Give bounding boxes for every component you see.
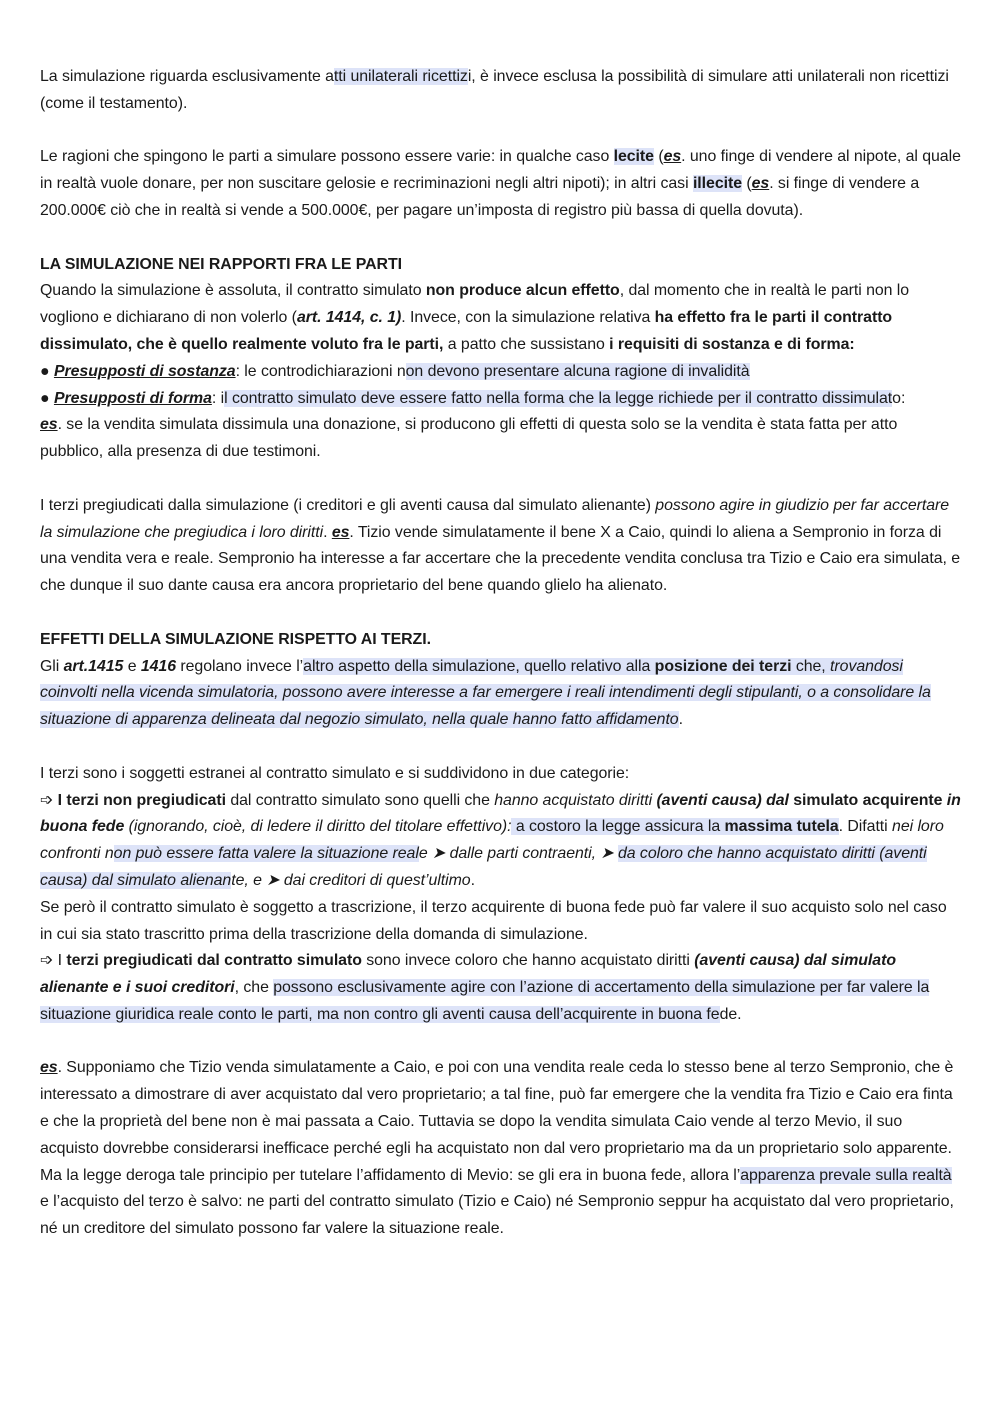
arrow-right-icon: ➩ [40,952,54,970]
text-run: Gli [40,657,64,675]
italic-text: nei loro confronti n [40,818,944,863]
paragraph-terzi-non-pregiudicati [40,788,962,895]
paragraph-ragioni [40,144,962,224]
text-run: : i [211,389,225,407]
heading-rapporti-fra-parti [40,252,962,279]
text-run: o: [892,389,906,407]
bold-text: i requisiti di sostanza e di forma: [609,335,855,353]
text-run: sono invece coloro che hanno acquistato diritti [361,952,695,970]
bullet-presupposti-sostanza [40,359,962,386]
paragraph-esempio-mevio [40,1055,962,1243]
italic-text: e ➤ dalle parti contraenti, ➤ [418,845,618,863]
text-run: I terzi sono i soggetti estranei al contratto simulato e si suddividono in due categorie: [40,764,630,782]
section-heading: EFFETTI DELLA SIMULAZIONE RISPETTO AI TERZI. [40,630,431,648]
text-run: i, è invece esclusa la possibilità di simulare atti unilaterali non ricettizi (come il testamento). [40,68,949,112]
highlighted-text: on devono presentare alcuna ragione di invalidità [405,362,750,380]
example-marker: es [40,416,58,434]
example-marker: es [663,148,682,166]
paragraph-simulazione-assoluta [40,278,962,358]
term-lecite: lecite [613,148,654,166]
highlighted-text: l contratto simulato deve essere fatto nella forma che la legge richiede per il contratto dissimulat [224,389,893,407]
text-run: dal contratto simulato sono quelli che [225,791,495,809]
highlighted-text: tti unilaterali ricettiz [333,68,468,85]
text-run: ( [653,148,664,166]
example-marker: es [751,175,770,193]
highlighted-italic-text: on può essere fatta valere la situazione real [113,845,419,863]
text-run: Se però il contratto simulato è soggetto a trascrizione, il terzo acquirente di buona fede può far valere il suo acquisto solo nel caso in cui sia stato trascritto prima della trascrizione della domanda di simulazione. [40,898,947,943]
highlighted-text: che, [791,657,831,675]
text-run: I [53,952,67,970]
text-run: : le controdichiarazioni n [235,362,406,380]
text-run: . [470,871,475,889]
paragraph-atti-unilaterali [40,64,962,118]
paragraph-terzi-pregiudicati-contratto [40,948,962,1028]
term-illecite: illecite [692,175,743,193]
bold-text: non produce alcun effetto [425,282,620,300]
bold-text: I terzi non pregiudicati [53,791,226,809]
text-run: de. [719,1005,742,1023]
bold-italic-text: in buona fede [40,791,961,836]
bullet-label: Presupposti di sostanza [53,362,236,380]
paragraph-esempio-donazione [40,412,962,466]
text-run: . Tizio vende simulatamente il bene X a Caio, quindi lo aliena a Sempronio in forza di una vendita vera e reale. Sempronio ha interesse a far accertare che la precedente vendita conclusa tra Tizio e Caio era simulata, e che dunque il suo dante causa era ancora proprietario del bene quando glielo ha alienato. [40,523,960,595]
text-run: . Invece, con la simulazione relativa [401,309,655,327]
text-run: . si finge di vendere a 200.000€ ciò che in realtà si vende a 500.000€, per pagare un’imposta di registro più bassa di quella dovuta). [40,175,920,219]
highlighted-italic-text: da coloro che hanno acquistato diritti (aventi causa) dal simulato alienan [40,845,927,889]
paragraph-art-1415 [40,654,962,734]
text-run: . Difatti [838,818,893,836]
italic-text: hanno acquistato diritti [494,791,657,809]
text-run: e [123,657,141,675]
paragraph-terzi-pregiudicati [40,493,962,600]
italic-text: (ignorando, cioè, di ledere il diritto del titolare effettivo): [124,818,512,836]
text-run: e l’acquisto del terzo è salvo: ne parti del contratto simulato (Tizio e Caio) né Sempronio seppur ha acquistato dal vero proprietario, né un creditore del simulato possono far valere la situazione reale. [40,1193,954,1238]
text-run: . Supponiamo che Tizio venda simulatamente a Caio, e poi con una vendita reale ceda lo stesso bene al terzo Sempronio, che è interessato a dimostrare di aver acquistato dal vero proprietario; a tal fine, può far emergere che la vendita fra Tizio e Caio era finta e che la proprietà del bene non è mai passata a Caio. Tuttavia se dopo la vendita simulata Caio vende al terzo Mevio, il suo acquisto dovrebbe considerarsi inefficace perché egli ha acquistato non dal vero proprietario ma da un proprietario solo apparente. Ma la legge deroga tale principio per tutelare l’affidamento di Mevio: se gli era in buona fede, allora l’ [40,1059,954,1184]
highlighted-text: apparenza prevale sulla realtà [740,1166,952,1184]
text-run: . se la vendita simulata dissimula una donazione, si producono gli effetti di questa solo se la vendita è stata fatta per atto pubblico, alla presenza di due testimoni. [40,416,898,461]
text-run: . uno finge di vendere al nipote, al quale in realtà vuole donare, per non suscitare gelosie e recriminazioni negli altri nipoti); in altri casi [40,148,961,193]
text-run: . [678,711,683,729]
text-run: Quando la simulazione è assoluta, il contratto simulato [40,282,426,300]
example-marker: es [40,1059,58,1077]
highlighted-bold-text: posizione dei terzi [654,657,792,675]
document-page [40,64,962,1243]
text-run: , che [234,979,274,997]
bold-text: ha effetto fra le parti il contratto dissimulato, che è quello realmente voluto fra le parti, [40,309,893,353]
article-reference: art. 1414, c. 1) [296,309,402,327]
highlighted-text: possono esclusivamente agire con l’azione di accertamento della simulazione per far valere la situazione giuridica reale conto le parti, ma non contro gli aventi causa dell’acquirente in buona fe [40,979,930,1023]
text-run: , dal momento che in realtà le parti non lo vogliono e dichiarano di non volerlo ( [40,282,910,327]
example-marker: es [331,523,350,541]
bullet-icon: ● [40,362,50,380]
article-reference: 1416 [140,657,177,675]
highlighted-text: altro aspetto della simulazione, quello relativo alla [303,657,655,675]
bullet-label: Presupposti di forma [53,389,212,407]
bold-text: simulato acquirente [788,791,943,809]
text-run: Le ragioni che spingono le parti a simulare possono essere varie: in qualche caso [40,148,614,166]
italic-text: te, e ➤ dai creditori di quest’ultimo [231,871,471,889]
text-run: ( [742,175,752,193]
text-run: . [323,523,332,541]
highlighted-text: a costoro la legge assicura la [511,818,725,836]
bold-italic-text: (aventi causa) dal [656,791,789,809]
article-reference: art.1415 [63,657,124,675]
section-heading: LA SIMULAZIONE NEI RAPPORTI FRA LE PARTI [40,255,403,273]
text-run: a patto che sussistano [443,335,610,353]
bullet-presupposti-forma [40,386,962,413]
text-run: I terzi pregiudicati dalla simulazione (i creditori e gli aventi causa dal simulato alienante) [40,496,656,514]
paragraph-trascrizione [40,895,962,949]
heading-effetti-terzi [40,627,962,654]
bold-text: terzi pregiudicati dal contratto simulato [66,952,362,970]
italic-text: possono agire in giudizio per far accertare la simulazione che pregiudica i loro diritti [40,496,950,541]
arrow-right-icon: ➩ [40,791,54,809]
highlighted-italic-text: trovandosi coinvolti nella vicenda simulatoria, possono avere interesse a far emergere i reali intendimenti degli stipulanti, o a consolidare la situazione di apparenza delineata dal negozio simulato, nella quale hanno fatto affidamento [40,657,931,729]
bold-italic-text: (aventi causa) dal simulato alienante e i suoi creditori [40,952,896,997]
highlighted-bold-text: massima tutela [724,818,839,836]
paragraph-categorie-terzi [40,761,962,788]
text-run: regolano invece l’ [176,657,304,675]
text-run: La simulazione riguarda esclusivamente a [40,68,334,85]
bullet-icon: ● [40,389,50,407]
